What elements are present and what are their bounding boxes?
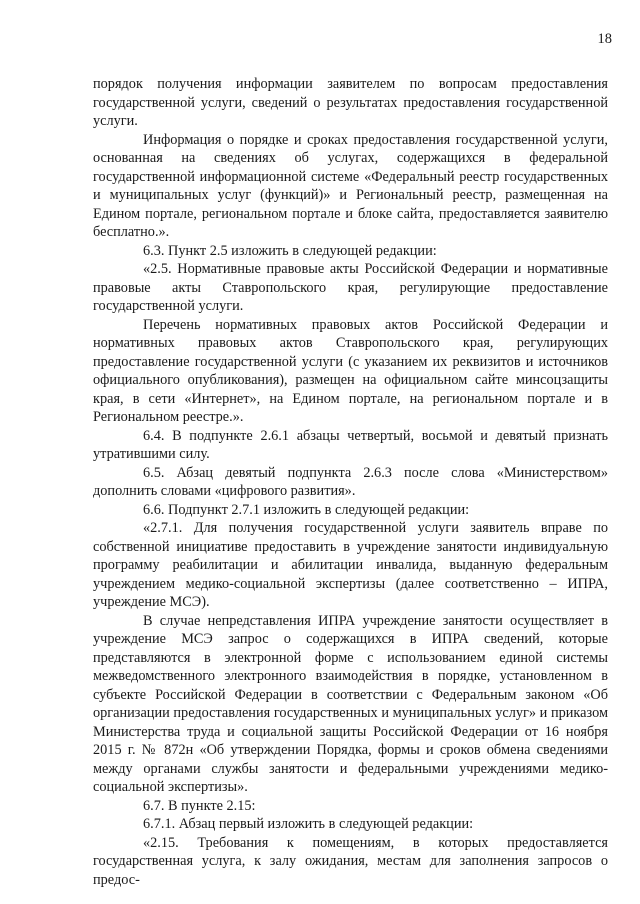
paragraph: В случае непредставления ИПРА учреждение занятости осуществляет в учреждение МСЭ запрос о содержащихся в ИПРА сведений, которые представляются в электронной форме с использованием единой системы межведомственного электронного взаимодействия в порядке, установленном в субъекте Российской Федерации в соответствии с Федеральным законом «Об организации предоставления государственных и муниципальных услуг» и приказом Министерства труда и социальной защиты Российской Федерации от 16 ноября 2015 г. № 872н «Об утверждении Порядка, формы и сроков обмена сведениями между органами службы занятости и федеральными учреждениями медико-социальной экспертизы». xyxy=(93,612,608,795)
paragraph: 6.6. Подпункт 2.7.1 изложить в следующей редакции: xyxy=(143,501,470,518)
paragraph: 6.3. Пункт 2.5 изложить в следующей редакции: xyxy=(143,242,437,259)
paragraph: Перечень нормативных правовых актов Российской Федерации и нормативных правовых актов Ставропольского края, регулирующих предоставление государственной услуги (с указанием их реквизитов и источников официального опубликования), размещен на официальном сайте минсоцзащиты края, в сети «Интернет», на Едином портале, на региональном портале и в Региональном реестре.». xyxy=(93,316,608,425)
paragraph: 6.7.1. Абзац первый изложить в следующей редакции: xyxy=(143,816,474,832)
paragraph: «2.15. Требования к помещениям, в которых предоставляется государственная услуга, к залу ожидания, местам для заполнения запросов о предос- xyxy=(93,834,608,888)
paragraph: Информация о порядке и сроках предоставления государственной услуги, основанная на сведениях об услугах, содержащихся в федеральной государственной информационной системе «Федеральный реестр государственных и муниципальных услуг (функций)» и Региональный реестр, размещенная на Едином портале, региональном портале и блоке сайта, предоставляется заявителю бесплатно.». xyxy=(93,131,608,240)
paragraph: 6.4. В подпункте 2.6.1 абзацы четвертый, восьмой и девятый признать утратившими силу. xyxy=(93,427,608,462)
paragraph: 6.7. В пункте 2.15: xyxy=(143,797,256,814)
paragraph: «2.7.1. Для получения государственной услуги заявитель вправе по собственной инициативе предоставить в учреждение занятости индивидуальную программу реабилитации и абилитации инвалида, выданную федеральным учреждением медико-социальной экспертизы (далее соответственно – ИПРА, учреждение МСЭ). xyxy=(93,520,608,610)
document-body xyxy=(93,75,608,889)
paragraph: «2.5. Нормативные правовые акты Российской Федерации и нормативные правовые акты Ставропольского края, регулирующие предоставление государственной услуги. xyxy=(93,261,608,314)
paragraph: порядок получения информации заявителем по вопросам предоставления государственной услуги, сведений о результатах предоставления государственной услуги. xyxy=(93,76,608,129)
page-number: 18 xyxy=(597,31,612,47)
paragraph: 6.5. Абзац девятый подпункта 2.6.3 после слова «Министерством» дополнить словами «цифрового развития». xyxy=(93,464,608,499)
